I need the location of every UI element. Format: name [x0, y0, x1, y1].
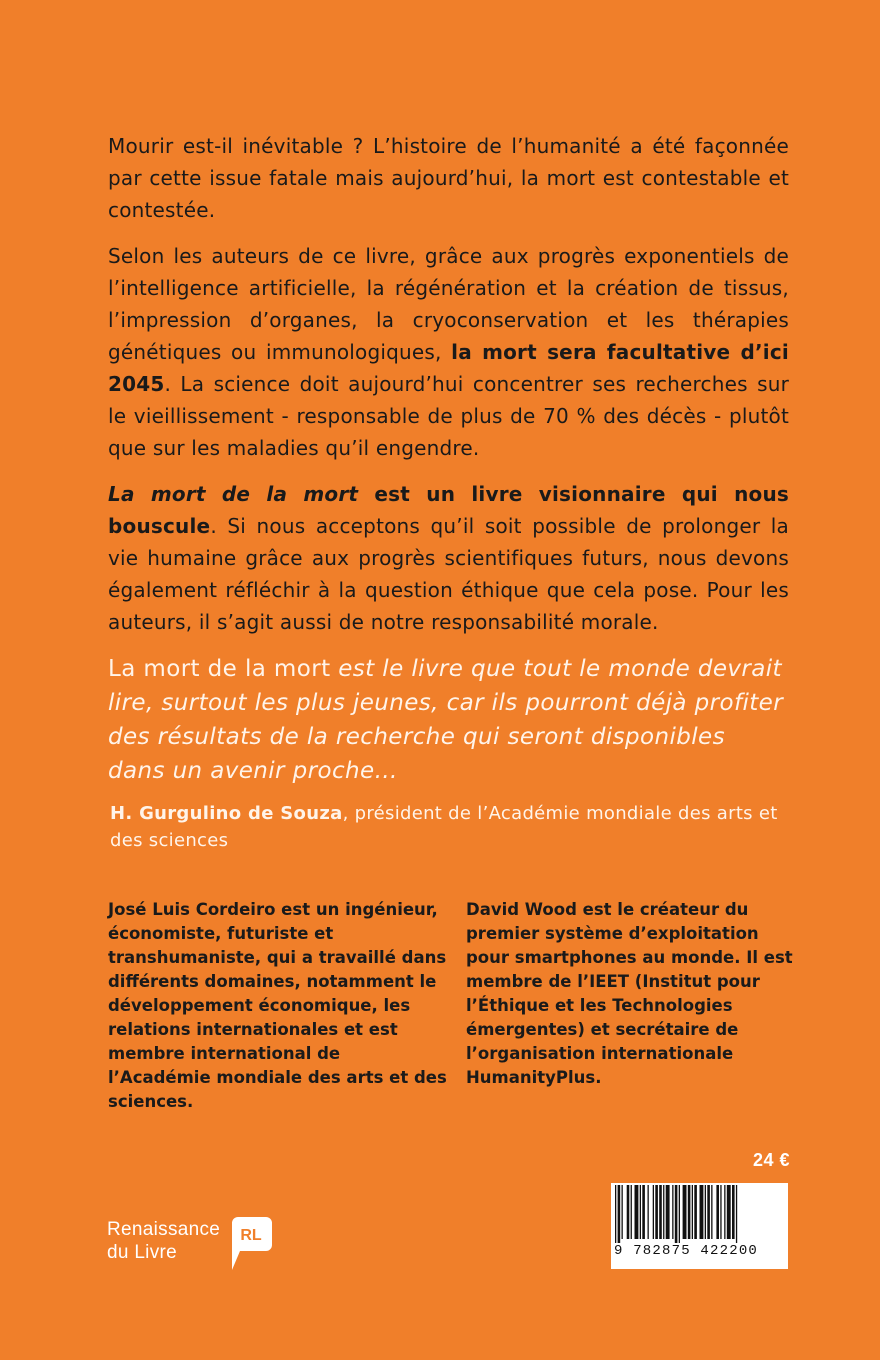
blurb-p2-start: Selon les auteurs de ce livre, grâce aux progrès exponentiels de l’intelligence artificielle, la régénération et la création de tissus, l’impression d’organes, la cryoconservation et les thérapies génétiques ou immunologiques, [108, 244, 789, 364]
barcode-bar [615, 1185, 616, 1243]
publisher-logo-text: RL [240, 1227, 262, 1244]
publisher-logo-icon [226, 1215, 274, 1273]
barcode-bar [631, 1185, 632, 1239]
barcode-bar [716, 1185, 719, 1239]
barcode-bar [683, 1185, 687, 1239]
publisher-line-2: du Livre [107, 1242, 177, 1263]
author-bio-text: est le créateur du premier système d’exploitation pour smartphones au monde. Il est membre de l’IEET (Institut pour l’Éthique et les Technologies émergentes) et secrétaire de l’organisation internationale HumanityPlus. [466, 900, 793, 1087]
quote-attribution [108, 800, 789, 854]
barcode-bar [640, 1185, 641, 1239]
blurb-paragraph-2 [108, 240, 789, 464]
barcode-bar [705, 1185, 706, 1239]
barcode-bar [666, 1185, 670, 1239]
author-name: José Luis Cordeiro [108, 900, 276, 919]
author-name: David Wood [466, 900, 577, 919]
barcode-bar [663, 1185, 664, 1239]
barcode-bar [659, 1185, 662, 1239]
price-label: 24 € [752, 1150, 790, 1170]
blurb-paragraph-1: Mourir est-il inévitable ? L’histoire de l’humanité a été façonnée par cette issue fatale mais aujourd’hui, la mort est contestable et contestée. [108, 134, 789, 222]
barcode-bar [694, 1185, 697, 1239]
quote-body: est le livre que tout le monde devrait lire, surtout les plus jeunes, car ils pourront déjà profiter des résultats de la recherche qui seront disponibles dans un avenir proche… [108, 656, 784, 784]
barcode-bar [700, 1185, 704, 1239]
barcode-bar [627, 1185, 630, 1239]
barcode-bar [732, 1185, 735, 1239]
quote-book-title: La mort de la mort [108, 656, 331, 682]
quote-author: H. Gurgulino de Souza [110, 803, 343, 824]
author-bio-text: est un ingénieur, économiste, futuriste et transhumaniste, qui a travaillé dans différents domaines, notamment le développement économique, les relations internationales et est membre international de l’Académie mondiale des arts et des sciences. [108, 900, 447, 1111]
barcode-bar [618, 1185, 621, 1243]
barcode-bar [727, 1185, 731, 1239]
barcode-bar [679, 1185, 680, 1243]
barcode-bar [675, 1185, 678, 1243]
barcode-bar [711, 1185, 712, 1239]
book-title-inline: La mort de la mort [108, 482, 359, 506]
author-bio-cordeiro [108, 898, 448, 1114]
barcode-bar [653, 1185, 654, 1239]
barcode-bar [707, 1185, 710, 1239]
blurb-p2-end: . La science doit aujourd’hui concentrer ses recherches sur le vieillissement - responsable de plus de 70 % des décès - plutôt que sur les maladies qu’il engendre. [108, 372, 789, 460]
blurb-p3-highlight: est un livre visionnaire qui nous bouscule [108, 482, 789, 538]
barcode-bar [736, 1185, 737, 1243]
barcode-bars [611, 1183, 788, 1245]
quote-author-role: , président de l’Académie mondiale des arts et des sciences [110, 803, 778, 851]
publisher-name [107, 1218, 220, 1264]
barcode-bar [724, 1185, 725, 1239]
barcode-bar [635, 1185, 639, 1239]
back-cover-blurb [108, 130, 789, 638]
barcode-bar [692, 1185, 693, 1239]
barcode-bar [720, 1185, 721, 1239]
blurb-p3-end: . Si nous acceptons qu’il soit possible de prolonger la vie humaine grâce aux progrès scientifiques futurs, nous devons également réfléchir à la question éthique que cela pose. Pour les auteurs, il s’agit aussi de notre responsabilité morale. [108, 514, 789, 634]
blurb-paragraph-3 [108, 478, 789, 638]
barcode-bar [622, 1185, 623, 1239]
barcode-bar [642, 1185, 645, 1239]
quote-text [108, 652, 789, 788]
barcode-bar [655, 1185, 658, 1239]
blurb-p2-highlight: la mort sera facultative d’ici 2045 [108, 340, 789, 396]
barcode-bar [648, 1185, 649, 1239]
endorsement-quote [108, 652, 789, 854]
barcode-bar [672, 1185, 673, 1239]
author-bio-wood [466, 898, 796, 1090]
barcode-bar [688, 1185, 691, 1239]
publisher-line-1: Renaissance [107, 1219, 221, 1240]
isbn-number: 9 782875 422200 [614, 1243, 759, 1259]
isbn-barcode [611, 1183, 788, 1269]
